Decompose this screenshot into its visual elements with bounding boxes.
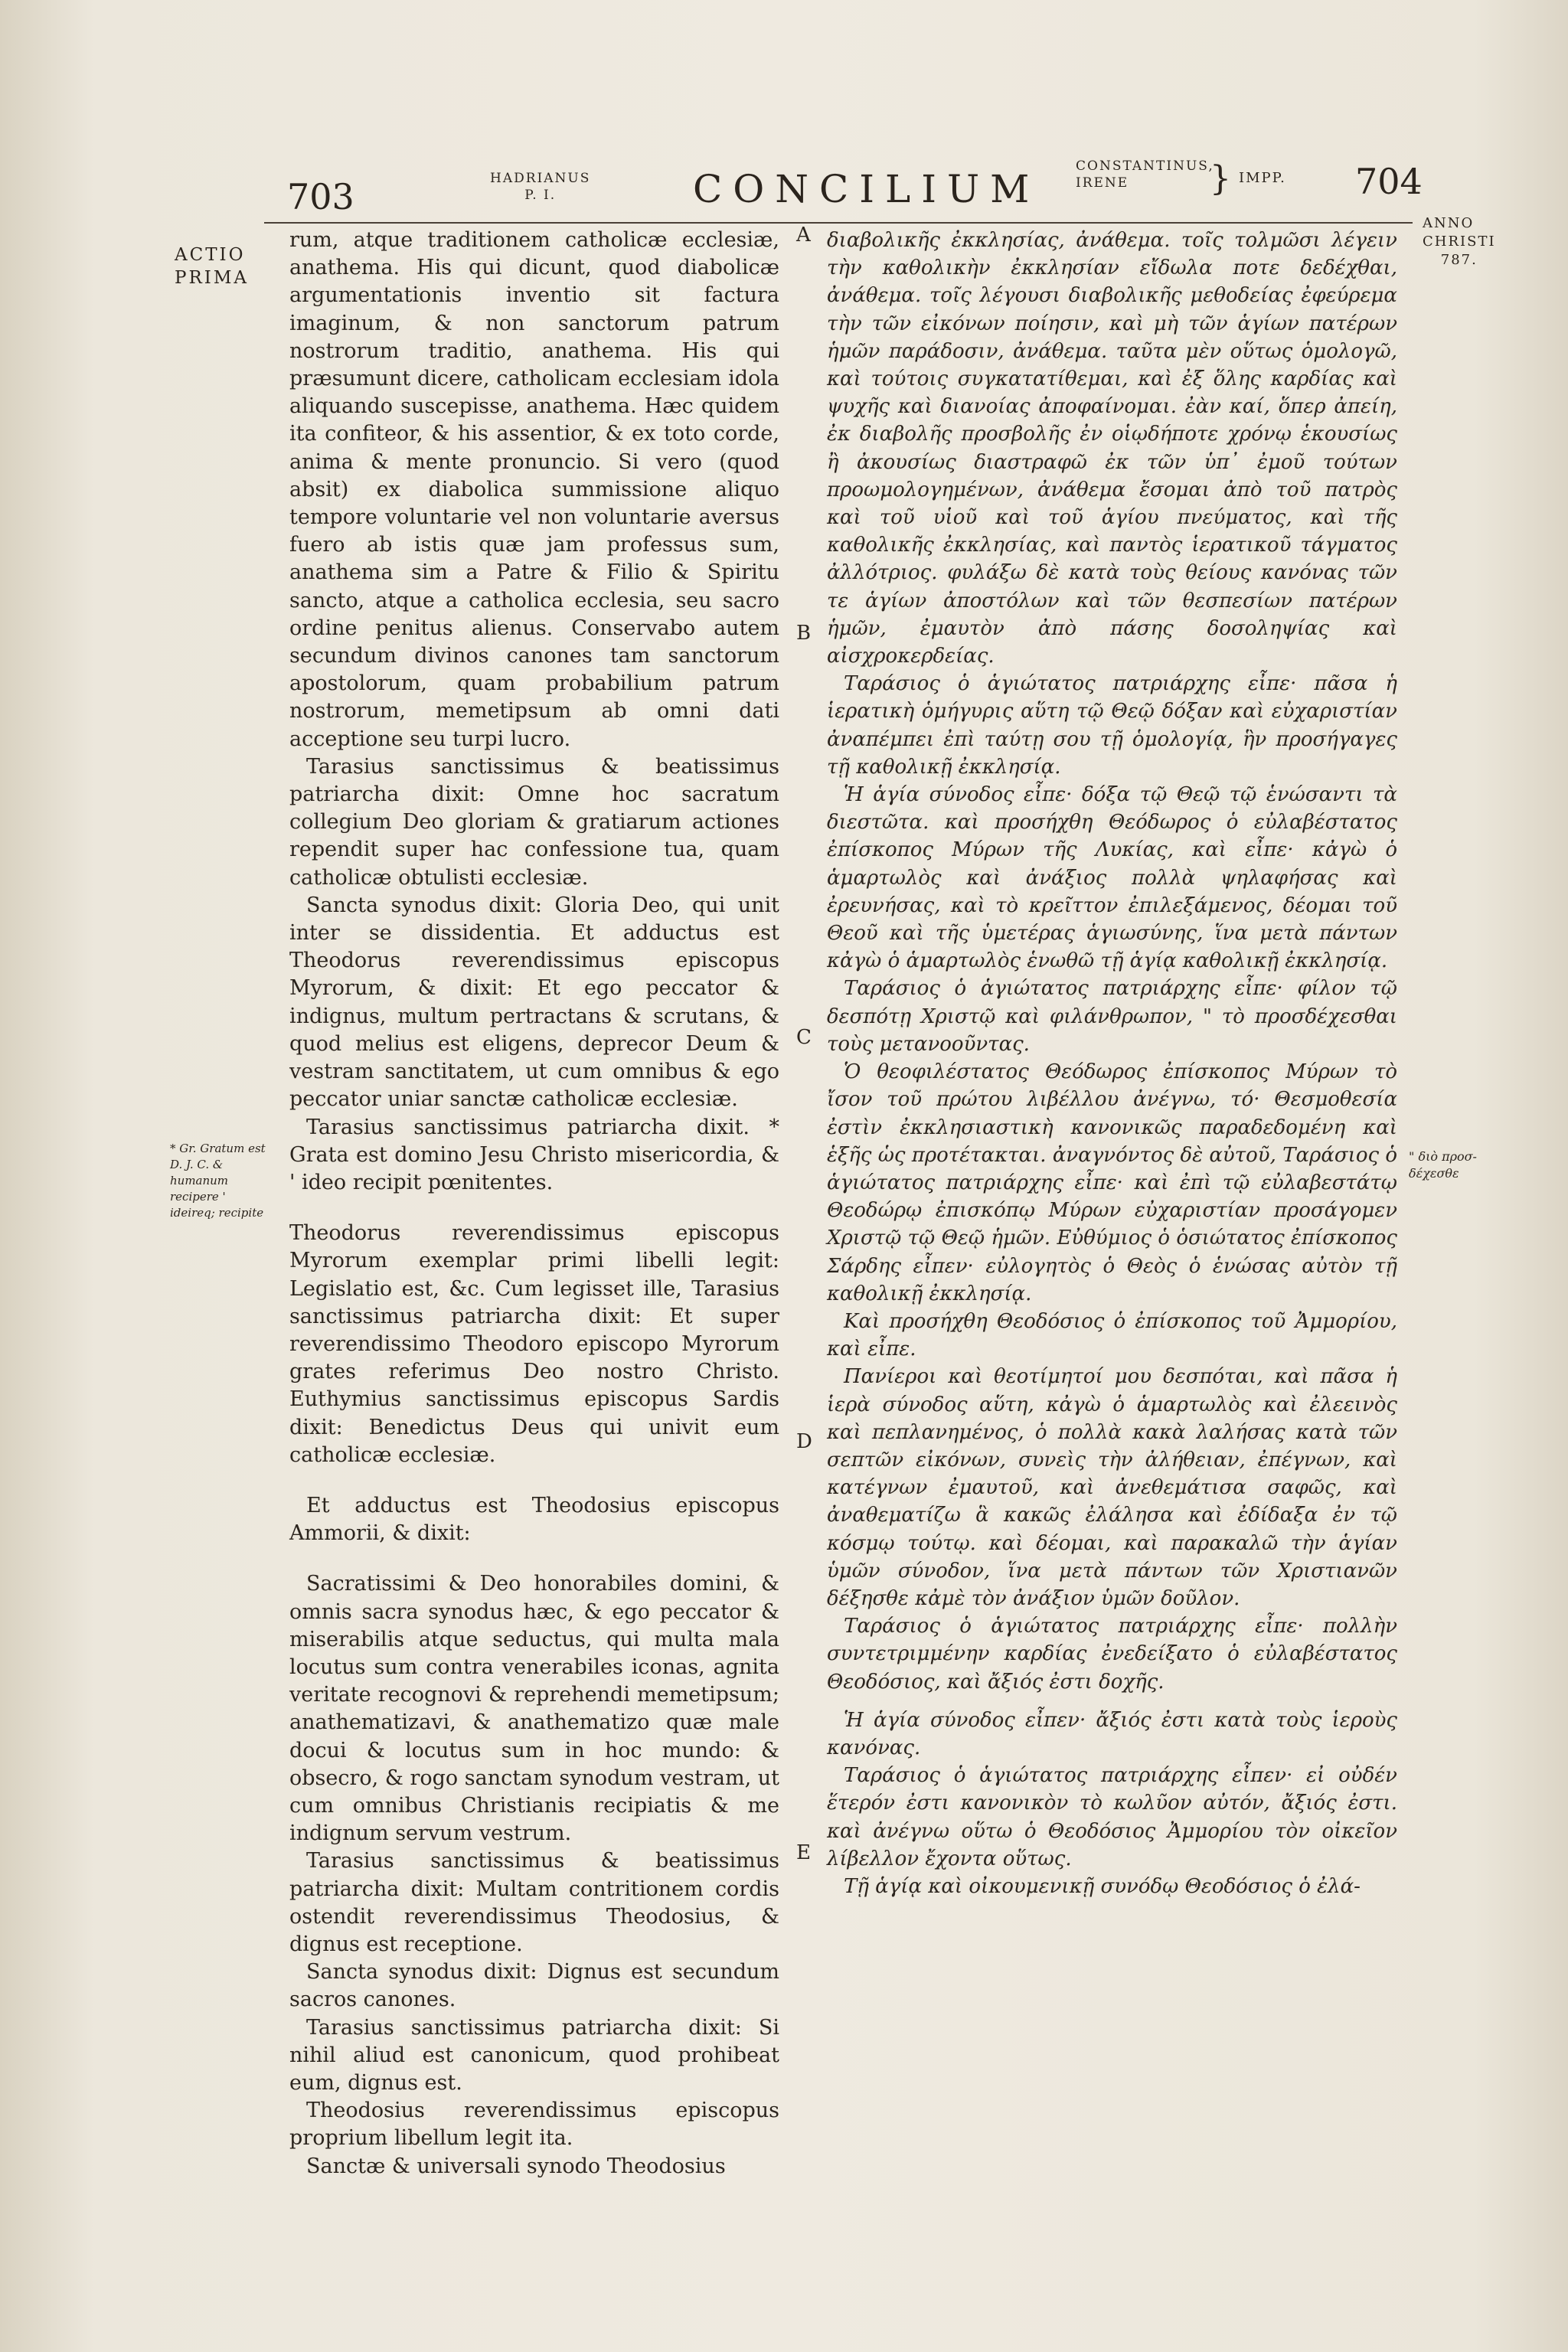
margin-anno-label: ANNO (1423, 215, 1475, 231)
margin-prima-label: PRIMA (175, 268, 250, 288)
margin-note-left: * Gr. Gratum est D. J. C. & humanum recipere ' ideireq; recipite (170, 1142, 266, 1220)
greek-paragraph: Ὁ θεοφιλέστατος Θεόδωρος ἐπίσκοπος Μύρων τὸ ἴσον τοῦ πρώτου λιβέλλου ἀνέγνω, τό· Θεσμοθεσία ἐστὶν ἐκκλησιαστικὴ κανονικῶς παραδεδομένη καὶ ἑξῆς ὡς προτέτακται. ἀναγνόντος δὲ αὐτοῦ, Ταράσιος ὁ ἁγιώτατος πατριάρχης εἶπε· καὶ ἐπὶ τῷ εὐλαβεστάτῳ Θεοδώρῳ ἐπισκόπῳ Μύρων εὐχαριστίαν προσάγομεν Χριστῷ τῷ Θεῷ ἡμῶν. Εὐθύμιος ὁ ὁσιώτατος ἐπίσκοπος Σάρδης εἶπεν· εὐλογητὸς ὁ Θεὸς ὁ ἑνώσας αὐτὸν τῇ καθολικῇ ἐκκλησίᾳ. (827, 1060, 1397, 1305)
latin-paragraph: Et adductus est Theodosius episcopus Ammorii, & dixit: (289, 1493, 779, 1546)
header-rule (264, 222, 1413, 224)
latin-paragraph: Sanctæ & universali synodo Theodosius (306, 2154, 726, 2178)
section-letter-c: C (796, 1026, 812, 1049)
greek-paragraph: Ταράσιος ὁ ἁγιώτατος πατριάρχης εἶπε· φίλον τῷ δεσπότῃ Χριστῷ καὶ φιλάνθρωπον, " τὸ προσδέχεσθαι τοὺς μετανοοῦντας. (827, 977, 1397, 1056)
margin-christi-label: CHRISTI (1423, 234, 1496, 250)
greek-paragraph: διαβολικῆς ἐκκλησίας, ἀνάθεμα. τοῖς τολμῶσι λέγειν τὴν καθολικὴν ἐκκλησίαν εἴδωλα ποτε δεδέχθαι, ἀνάθεμα. τοῖς λέγουσι διαβολικῆς μεθοδείας ἐφεύρεμα τὴν τῶν εἰκόνων ποίησιν, καὶ μὴ τῶν ἁγίων πατέρων ἡμῶν παράδοσιν, ἀνάθεμα. ταῦτα μὲν οὕτως ὁμολογῶ, καὶ τούτοις συγκατατίθεμαι, καὶ ἐξ ὅλης καρδίας καὶ ψυχῆς καὶ διανοίας ἀποφαίνομαι. ἐὰν καί, ὅπερ ἀπείη, ἐκ διαβολῆς προσβολῆς ἐν οἱῳδήποτε χρόνῳ ἑκουσίως ἢ ἀκουσίως διαστραφῶ ἐκ τῶν ὑπ᾽ ἐμοῦ τούτων προωμολογημένων, ἀνάθεμα ἔσομαι ἀπὸ τοῦ πατρὸς καὶ τοῦ υἱοῦ καὶ τοῦ ἁγίου πνεύματος, καὶ τῆς καθολικῆς ἐκκλησίας, καὶ παντὸς ἱερατικοῦ τάγματος ἀλλότριος. φυλάξω δὲ κατὰ τοὺς θείους κανόνας τῶν τε ἁγίων ἀποστόλων καὶ τῶν θεσπεσίων πατέρων ἡμῶν, ἐμαυτὸν ἀπὸ πάσης δοσοληψίας καὶ αἰσχροκερδείας. (827, 229, 1397, 668)
header-brace: } (1210, 159, 1231, 198)
header-emperors (1076, 158, 1214, 191)
header-constantinus: CONSTANTINUS, (1076, 158, 1214, 174)
section-letter-d: D (796, 1430, 812, 1453)
latin-paragraph: rum, atque traditionem catholicæ ecclesiæ, anathema. His qui dicunt, quod diabolicæ argumentationis inventio sit factura imaginum, & non sanctorum patrum nostrorum traditio, anathema. His qui præsumunt dicere, catholicam ecclesiam idola aliquando suscepisse, anathema. Hæc quidem ita confiteor, & his assentior, & ex toto corde, anima & mente pronuncio. Si vero (quod absit) ex diabolica summissione aliquo tempore voluntarie vel non voluntarie aversus fuero ab istis quæ jam professus sum, anathema sim a Patre & Filio & Spiritu sancto, atque a catholica ecclesia, seu sacro ordine penitus alienus. Conservabo autem secundum divinos canones tam sanctorum apostolorum, quam probabilium patrum nostrorum, memetipsum ab omni dati acceptione seu turpi lucro. (289, 228, 779, 751)
section-letter-e: E (796, 1841, 811, 1864)
header-impp: IMPP. (1239, 170, 1286, 186)
latin-paragraph: Tarasius sanctissimus & beatissimus patriarcha dixit: Multam contritionem cordis ostendit reverendissimus Theodosius, & dignus est receptione. (289, 1849, 779, 1956)
latin-paragraph: Sacratissimi & Deo honorabiles domini, & omnis sacra synodus hæc, & ego peccator & miserabilis atque seductus, qui multa mala locutus sum contra venerabiles iconas, agnita veritate recognovi & reprehendi memetipsum; anathematizavi, & anathematizo quæ male docui & locutus sum in hoc mundo: & obsecro, & rogo sanctam synodum vestram, ut cum omnibus Christianis recipiatis & me indignum servum vestrum. (289, 1572, 779, 1846)
greek-paragraph: Τῇ ἁγίᾳ καὶ οἰκουμενικῇ συνόδῳ Θεοδόσιος ὁ ἐλά- (844, 1874, 1361, 1898)
section-letter-a: A (796, 224, 811, 247)
greek-column (827, 227, 1397, 1900)
latin-paragraph: Sancta synodus dixit: Gloria Deo, qui unit inter se dissidentia. Et adductus est Theodorus reverendissimus episcopus Myrorum, & dixit: Et ego peccator & indignus, multum pertractans & scrutans, & quod melius est eligens, deprecor Deum & vestram sanctitatem, ut cum omnibus & ego peccator uniar sanctæ catholicæ ecclesiæ. (289, 893, 779, 1112)
latin-paragraph: Tarasius sanctissimus patriarcha dixit. * Grata est domino Jesu Christo misericordia, & ' ideo recipit pœnitentes. (289, 1115, 779, 1194)
latin-paragraph: Theodorus reverendissimus episcopus Myrorum exemplar primi libelli legit: Legislatio est, &c. Cum legisset ille, Tarasius sanctissimus patriarcha dixit: Et super reverendissimo Theodoro episcopo Myrorum grates referimus Deo nostro Christo. Euthymius sanctissimus episcopus Sardis dixit: Benedictus Deus qui univit eum catholicæ ecclesiæ. (289, 1221, 779, 1467)
greek-paragraph: Ταράσιος ὁ ἁγιώτατος πατριάρχης εἶπε· πᾶσα ἡ ἱερατικὴ ὁμήγυρις αὕτη τῷ Θεῷ δόξαν καὶ εὐχαριστίαν ἀναπέμπει ἐπὶ ταύτῃ σου τῇ ὁμολογίᾳ, ἣν προσήγαγες τῇ καθολικῇ ἐκκλησίᾳ. (827, 672, 1397, 779)
latin-paragraph: Sancta synodus dixit: Dignus est secundum sacros canones. (289, 1960, 779, 2012)
margin-anno (1423, 214, 1496, 270)
section-letter-b: B (796, 622, 812, 645)
header-title: CONCILIUM (693, 167, 1040, 211)
header-pope: P. I. (524, 188, 557, 203)
running-header (0, 153, 1568, 217)
latin-column (289, 227, 779, 2180)
greek-paragraph: Καὶ προσήχθη Θεοδόσιος ὁ ἐπίσκοπος τοῦ Ἀμμορίου, καὶ εἶπε. (827, 1309, 1397, 1361)
latin-paragraph: Theodosius reverendissimus episcopus proprium libellum legit ita. (289, 2099, 779, 2151)
greek-paragraph: Ἡ ἁγία σύνοδος εἶπεν· ἄξιός ἐστι κατὰ τοὺς ἱεροὺς κανόνας. (827, 1708, 1397, 1759)
greek-paragraph: Ταράσιος ὁ ἁγιώτατος πατριάρχης εἶπεν· εἰ οὐδέν ἕτερόν ἐστι κανονικὸν τὸ κωλῦον αὐτόν, ἄξιός ἐστι. καὶ ἀνέγνω οὕτω ὁ Θεοδόσιος Ἀμμορίου τὸν οἰκεῖον λίβελλον ἔχοντα οὕτως. (827, 1764, 1397, 1870)
header-hadrianus (490, 170, 590, 204)
latin-paragraph: Tarasius sanctissimus patriarcha dixit: Si nihil aliud est canonicum, quod prohibeat eum, dignus est. (289, 2015, 779, 2095)
greek-paragraph: Ἡ ἁγία σύνοδος εἶπε· δόξα τῷ Θεῷ τῷ ἑνώσαντι τὰ διεστῶτα. καὶ προσήχθη Θεόδωρος ὁ εὐλαβέστατος ἐπίσκοπος Μύρων τῆς Λυκίας, καὶ εἶπε· κἀγὼ ὁ ἁμαρτωλὸς καὶ ἀνάξιος πολλὰ ψηλαφήσας καὶ ἐρευνήσας, καὶ τὸ κρεῖττον ἐπιλεξάμενος, δέομαι τοῦ Θεοῦ καὶ τῆς ὑμετέρας ἁγιωσύνης, ἵνα μετὰ πάντων κἀγὼ ὁ ἁμαρτωλὸς ἑνωθῶ τῇ ἁγίᾳ καθολικῇ ἐκκλησίᾳ. (827, 783, 1397, 973)
greek-paragraph: Ταράσιος ὁ ἁγιώτατος πατριάρχης εἶπε· πολλὴν συντετριμμένην καρδίας ἐνεδείξατο ὁ εὐλαβέστατος Θεοδόσιος, καὶ ἄξιός ἐστι δοχῆς. (827, 1615, 1397, 1694)
page-number-left: 703 (287, 176, 354, 217)
page-number-right: 704 (1355, 161, 1423, 202)
header-irene: IRENE (1076, 175, 1129, 191)
margin-actio (175, 243, 249, 289)
header-hadrianus-name: HADRIANUS (490, 171, 591, 186)
latin-paragraph: Tarasius sanctissimus & beatissimus patriarcha dixit: Omne hoc sacratum collegium Deo gloriam & gratiarum actiones rependit super hac confessione tua, quam catholicæ obtulisti ecclesiæ. (289, 754, 779, 890)
margin-actio-label: ACTIO (175, 245, 246, 265)
margin-year: 787. (1440, 252, 1478, 268)
greek-paragraph: Πανίεροι καὶ θεοτίμητοί μου δεσπόται, καὶ πᾶσα ἡ ἱερὰ σύνοδος αὕτη, κἀγὼ ὁ ἁμαρτωλὸς καὶ ἐλεεινὸς καὶ πεπλανημένος, ὁ πολλὰ κακὰ λαλήσας κατὰ τῶν σεπτῶν εἰκόνων, συνεὶς τὴν ἀλήθειαν, ἐπέγνων, καὶ κατέγνων ἐμαυτοῦ, καὶ ἀνεθεμάτισα σαφῶς, καὶ ἀναθεματίζω ἃ κακῶς ἐλάλησα καὶ ἐδίδαξα ἐν τῷ κόσμῳ τούτῳ. καὶ δέομαι, καὶ παρακαλῶ τὴν ἁγίαν ὑμῶν σύνοδον, ἵνα μετὰ πάντων τῶν Χριστιανῶν δέξησθε κἀμὲ τὸν ἀνάξιον ὑμῶν δοῦλον. (827, 1365, 1397, 1610)
margin-note-right: " διὸ προσ-δέχεσθε (1409, 1149, 1477, 1181)
